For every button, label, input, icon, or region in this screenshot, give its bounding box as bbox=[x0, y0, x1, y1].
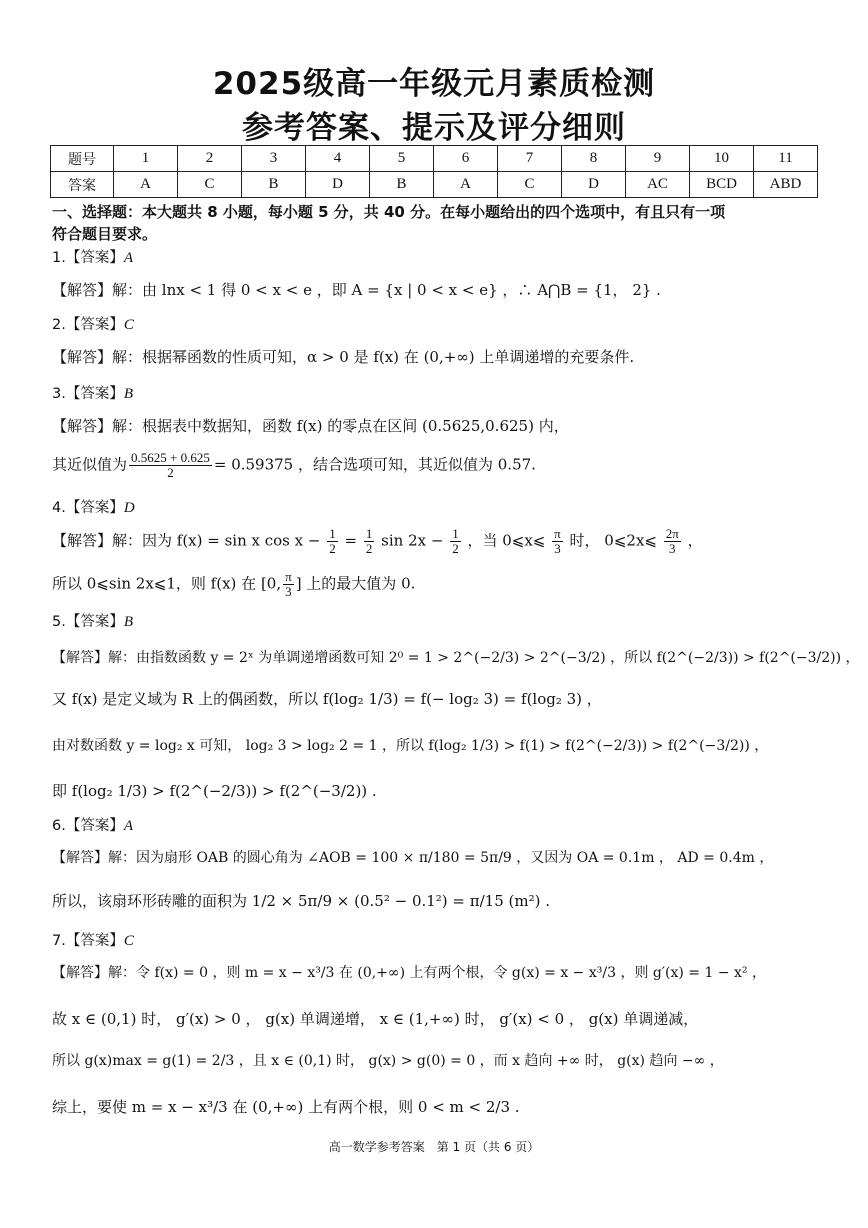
q2-solution: 【解答】解：根据幂函数的性质可知，α > 0 是 f(x) 在 (0,+∞) 上单调递增的充要条件. bbox=[52, 348, 635, 366]
answer-header-cell: 答案 bbox=[51, 172, 114, 198]
answer-label: 6.【答案】 bbox=[52, 818, 124, 834]
text-fragment: 所以 0⩽sin 2x⩽1，则 f(x) 在 [0, bbox=[52, 574, 282, 593]
answer-cell: D bbox=[306, 172, 370, 198]
text-fragment: 【解答】解：因为 f(x) = sin x cos x − bbox=[52, 531, 321, 550]
text-fragment: sin 2x − bbox=[381, 531, 444, 550]
text-fragment: ] 上的最大值为 0. bbox=[295, 574, 416, 593]
question-cell: 8 bbox=[562, 146, 626, 172]
q4-solution-line2 bbox=[52, 570, 415, 599]
fraction bbox=[283, 570, 294, 599]
answer-label: 4.【答案】 bbox=[52, 500, 124, 516]
numerator: 2π bbox=[665, 526, 679, 541]
q4-solution-line1 bbox=[52, 527, 703, 556]
question-cell: 7 bbox=[498, 146, 562, 172]
numerator: 1 bbox=[452, 526, 459, 541]
q7-answer bbox=[52, 930, 134, 952]
answer-label: 7.【答案】 bbox=[52, 933, 124, 949]
answer-cell: ABD bbox=[754, 172, 818, 198]
q2-answer bbox=[52, 314, 134, 336]
fraction bbox=[552, 527, 563, 556]
question-cell: 5 bbox=[370, 146, 434, 172]
q4-answer bbox=[52, 497, 135, 519]
text-fragment: = bbox=[344, 531, 358, 550]
q5-solution-line3: 由对数函数 y = log₂ x 可知， log₂ 3 > log₂ 2 = 1 ，所以 f(log₂ 1/3) > f(1) > f(2^(−2/3)) > f(2^(−3/2)) ， bbox=[52, 738, 769, 754]
answer-value: D bbox=[123, 500, 135, 516]
text-fragment: ，当 0⩽x⩽ bbox=[467, 531, 546, 550]
question-cell: 10 bbox=[690, 146, 754, 172]
answer-cell: AC bbox=[626, 172, 690, 198]
answer-value: C bbox=[123, 933, 134, 949]
numerator: 0.5625 + 0.625 bbox=[131, 450, 210, 465]
answer-cell: C bbox=[178, 172, 242, 198]
document-title: 2025级高一年级元月素质检测 bbox=[212, 66, 656, 102]
numerator: 1 bbox=[365, 526, 373, 541]
answer-cell: BCD bbox=[690, 172, 754, 198]
document-subtitle: 参考答案、提示及评分细则 bbox=[242, 110, 626, 146]
text-fragment: ， bbox=[687, 531, 703, 550]
answer-table bbox=[50, 145, 818, 198]
denominator: 2 bbox=[329, 541, 336, 556]
denominator: 3 bbox=[669, 541, 676, 556]
q3-solution-line1: 【解答】解：根据表中数据知，函数 f(x) 的零点在区间 (0.5625,0.625) 内， bbox=[52, 417, 569, 435]
fraction bbox=[364, 527, 375, 556]
q3-answer bbox=[52, 383, 133, 405]
q5-solution-line2: 又 f(x) 是定义域为 R 上的偶函数，所以 f(log₂ 1/3) = f(− log₂ 3) = f(log₂ 3) ， bbox=[52, 690, 602, 708]
answer-value: A bbox=[123, 250, 134, 266]
question-cell: 2 bbox=[178, 146, 242, 172]
q7-solution-line2: 故 x ∈ (0,1) 时， g′(x) > 0 ， g(x) 单调递增， x ∈ (1,+∞) 时， g′(x) < 0 ， g(x) 单调递减， bbox=[52, 1010, 699, 1028]
answer-cell: D bbox=[562, 172, 626, 198]
denominator: 2 bbox=[167, 465, 174, 480]
answer-value: B bbox=[123, 386, 134, 402]
answer-value: A bbox=[123, 818, 134, 834]
q5-answer bbox=[52, 611, 133, 633]
text-fragment: 其近似值为 bbox=[52, 455, 128, 474]
q5-solution-line4: 即 f(log₂ 1/3) > f(2^(−2/3)) > f(2^(−3/2)) . bbox=[52, 782, 377, 800]
q5-solution-line1: 【解答】解：由指数函数 y = 2ˣ 为单调递增函数可知 2⁰ = 1 > 2^(−2/3) > 2^(−3/2) ，所以 f(2^(−2/3)) > f(2^(−3/2)) ， bbox=[52, 650, 860, 666]
answer-cell: A bbox=[114, 172, 178, 198]
denominator: 3 bbox=[554, 541, 561, 556]
answer-row bbox=[51, 172, 818, 198]
answer-label: 3.【答案】 bbox=[52, 386, 124, 402]
denominator: 2 bbox=[452, 541, 459, 556]
question-cell: 6 bbox=[434, 146, 498, 172]
answer-label: 5.【答案】 bbox=[52, 614, 124, 630]
q7-solution-line4: 综上，要使 m = x − x³/3 在 (0,+∞) 上有两个根，则 0 < m < 2/3 . bbox=[52, 1098, 520, 1116]
q6-answer bbox=[52, 815, 133, 837]
page-footer: 高一数学参考答案 第 1 页（共 6 页） bbox=[328, 1140, 540, 1154]
question-number-row bbox=[51, 146, 818, 172]
question-cell: 4 bbox=[306, 146, 370, 172]
question-cell: 1 bbox=[114, 146, 178, 172]
text-fragment: = 0.59375 ，结合选项可知，其近似值为 0.57. bbox=[213, 455, 536, 474]
q1-answer bbox=[52, 247, 133, 269]
q7-solution-line3: 所以 g(x)max = g(1) = 2/3 ，且 x ∈ (0,1) 时， g(x) > g(0) = 0 ，而 x 趋向 +∞ 时， g(x) 趋向 −∞ ， bbox=[52, 1053, 724, 1069]
fraction bbox=[327, 527, 338, 556]
q6-solution-line1: 【解答】解：因为扇形 OAB 的圆心角为 ∠AOB = 100 × π/180 = 5π/9 ，又因为 OA = 0.1m ， AD = 0.4m ， bbox=[52, 850, 774, 866]
section-heading-continued: 符合题目要求。 bbox=[52, 225, 158, 243]
answer-label: 2.【答案】 bbox=[52, 317, 124, 333]
answer-cell: A bbox=[434, 172, 498, 198]
q7-solution-line1: 【解答】解：令 f(x) = 0 ，则 m = x − x³/3 在 (0,+∞) 上有两个根，令 g(x) = x − x³/3 ，则 g′(x) = 1 − x² ， bbox=[52, 965, 766, 981]
numerator: π bbox=[554, 526, 561, 541]
q3-solution-line2 bbox=[52, 451, 536, 480]
q6-solution-line2: 所以，该扇环形砖雕的面积为 1/2 × 5π/9 × (0.5² − 0.1²) = π/15 (m²) . bbox=[52, 892, 551, 910]
question-cell: 9 bbox=[626, 146, 690, 172]
denominator: 3 bbox=[285, 584, 292, 599]
question-cell: 3 bbox=[242, 146, 306, 172]
section-heading: 一、选择题：本大题共 8 小题，每小题 5 分，共 40 分。在每小题给出的四个选项中，有且只有一项 bbox=[52, 203, 726, 221]
question-cell: 11 bbox=[754, 146, 818, 172]
fraction bbox=[664, 527, 681, 556]
fraction bbox=[450, 527, 461, 556]
answer-value: B bbox=[123, 614, 134, 630]
fraction bbox=[129, 451, 212, 480]
text-fragment: 时， 0⩽2x⩽ bbox=[569, 531, 657, 550]
denominator: 2 bbox=[365, 541, 373, 556]
question-header-cell: 题号 bbox=[51, 146, 114, 172]
answer-value: C bbox=[123, 317, 134, 333]
q1-solution: 【解答】解：由 lnx < 1 得 0 < x < e ，即 A = {x | 0 < x < e} ，∴ A⋂B = {1， 2} . bbox=[52, 281, 661, 299]
answer-label: 1.【答案】 bbox=[52, 250, 124, 266]
numerator: π bbox=[285, 569, 292, 584]
answer-cell: B bbox=[242, 172, 306, 198]
answer-cell: C bbox=[498, 172, 562, 198]
numerator: 1 bbox=[329, 526, 336, 541]
answer-cell: B bbox=[370, 172, 434, 198]
